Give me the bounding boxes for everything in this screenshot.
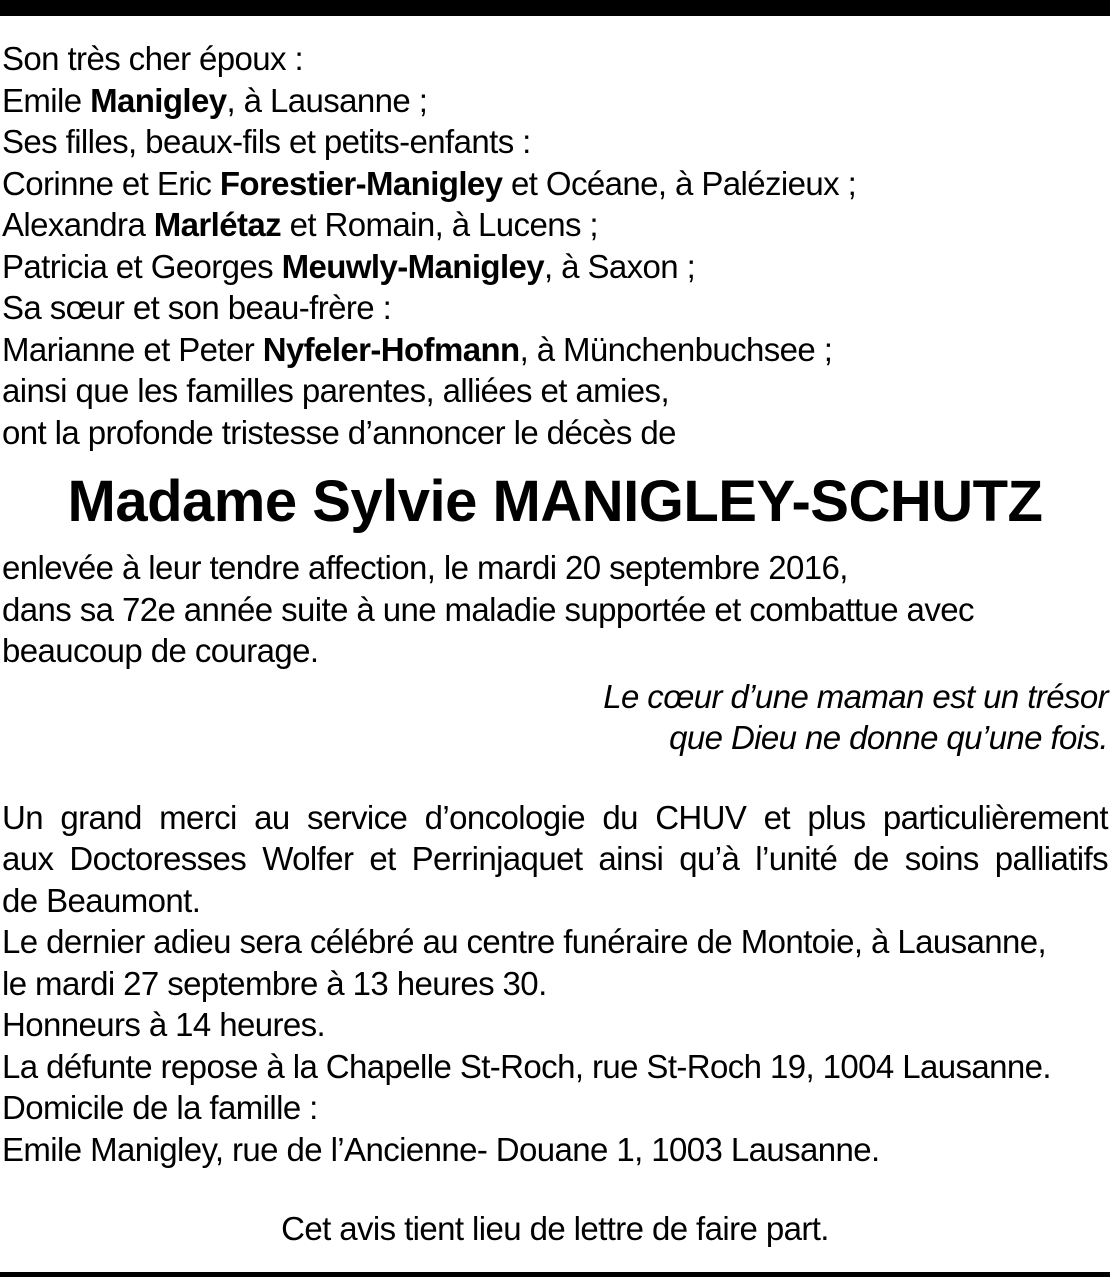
ceremony-line: Honneurs à 14 heures. bbox=[2, 1006, 326, 1043]
death-line: dans sa 72e année suite à une maladie supportée et combattue avec bbox=[2, 590, 974, 628]
bottom-rule bbox=[0, 1272, 1110, 1277]
family-line: Son très cher époux : bbox=[2, 40, 304, 77]
ceremony-line: Domicile de la famille : bbox=[2, 1089, 318, 1126]
ceremony-line: Le dernier adieu sera célébré au centre funéraire de Montoie, à Lausanne, bbox=[2, 923, 1047, 960]
ceremony-line: Emile Manigley, rue de l’Ancienne- Douane 1, 1003 Lausanne. bbox=[2, 1130, 880, 1168]
closing-note: Cet avis tient lieu de lettre de faire part. bbox=[281, 1210, 829, 1247]
family-surname: Forestier-Manigley bbox=[219, 164, 503, 202]
quote-line: que Dieu ne donne qu’une fois. bbox=[669, 719, 1108, 756]
family-line: ainsi que les familles parentes, alliées et amies, bbox=[2, 372, 670, 409]
family-line: Corinne et Eric Forestier-Manigley et Océane, à Palézieux ; bbox=[2, 164, 857, 202]
family-surname: Manigley bbox=[90, 81, 227, 119]
family-line: Ses filles, beaux-fils et petits-enfants : bbox=[2, 123, 531, 160]
family-line: Sa sœur et son beau-frère : bbox=[2, 289, 392, 326]
quote-line: Le cœur d’une maman est un trésor bbox=[603, 677, 1108, 715]
death-line: beaucoup de courage. bbox=[2, 632, 319, 669]
top-rule bbox=[0, 0, 1110, 16]
deceased-name: Madame Sylvie MANIGLEY-SCHUTZ bbox=[67, 469, 1043, 534]
memorial-quote bbox=[2, 676, 1108, 759]
family-surname: Marlétaz bbox=[153, 206, 282, 243]
family-surname: Nyfeler-Hofmann bbox=[262, 330, 520, 368]
family-surname: Meuwly-Manigley bbox=[281, 247, 545, 285]
death-line: enlevée à leur tendre affection, le mardi 20 septembre 2016, bbox=[2, 549, 848, 586]
thanks-line: aux Doctoresses Wolfer et Perrinjaquet ainsi qu’à l’unité de soins palliatifs bbox=[2, 840, 1108, 877]
announcement-line: ont la profonde tristesse d’annoncer le décès de bbox=[2, 413, 676, 451]
family-line: Emile Manigley, à Lausanne ; bbox=[2, 81, 428, 119]
ceremony-line: le mardi 27 septembre à 13 heures 30. bbox=[2, 964, 547, 1002]
ceremony-line: La défunte repose à la Chapelle St-Roch, rue St-Roch 19, 1004 Lausanne. bbox=[2, 1047, 1051, 1085]
obituary-notice bbox=[2, 38, 1108, 1250]
family-line: Marianne et Peter Nyfeler-Hofmann, à Münchenbuchsee ; bbox=[2, 330, 833, 368]
spacer bbox=[2, 759, 1108, 797]
thanks-line: de Beaumont. bbox=[2, 881, 201, 919]
family-line: Alexandra Marlétaz et Romain, à Lucens ; bbox=[2, 206, 598, 243]
family-line: Patricia et Georges Meuwly-Manigley, à Saxon ; bbox=[2, 247, 696, 285]
thanks-line: Un grand merci au service d’oncologie du CHUV et plus particulièrement bbox=[2, 798, 1108, 836]
